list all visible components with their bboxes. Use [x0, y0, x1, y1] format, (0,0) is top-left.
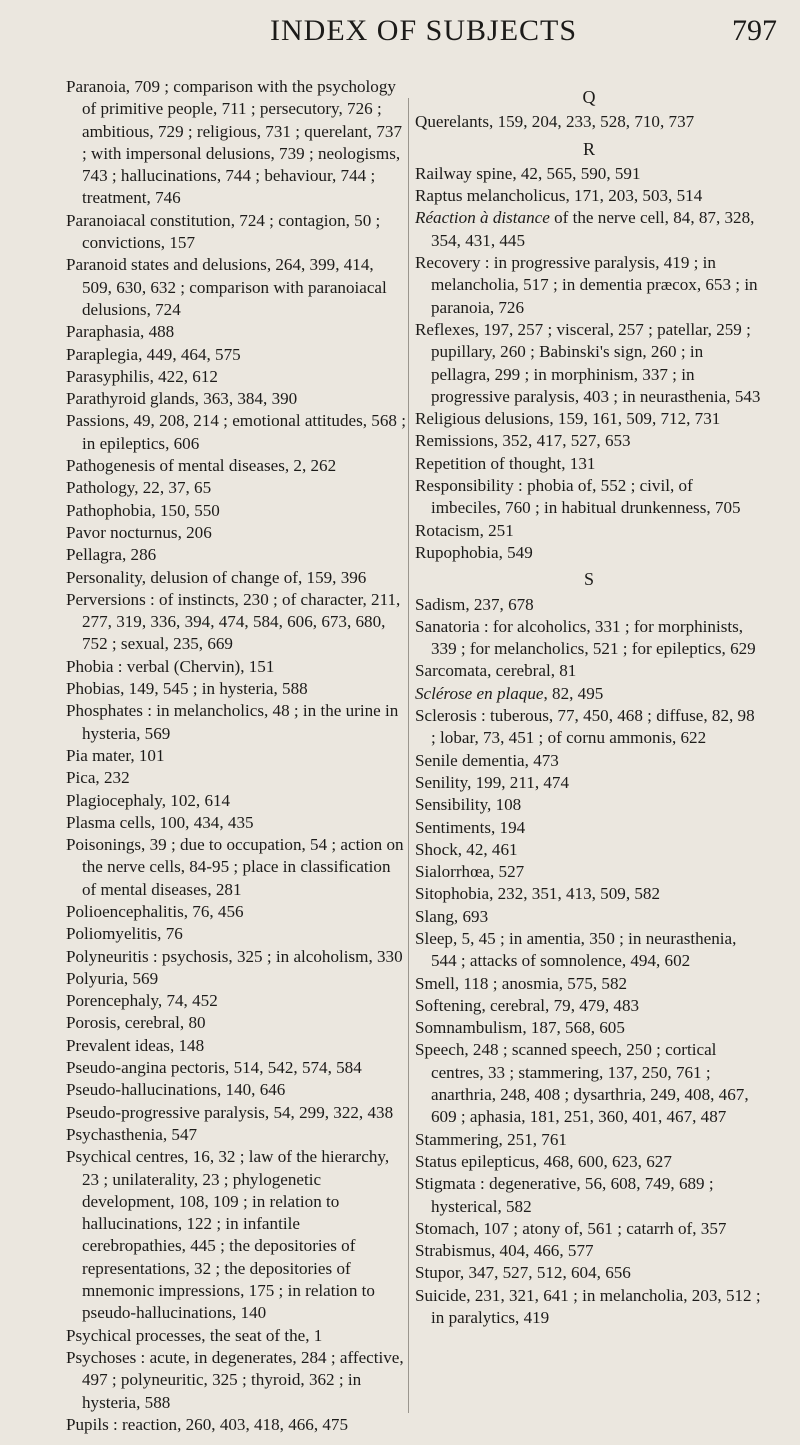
index-entry: Phosphates : in melancholics, 48 ; in the urine in hysteria, 569: [66, 701, 399, 743]
index-entry: Stammering, 251, 761: [415, 1129, 567, 1149]
index-entry: Reflexes, 197, 257 ; visceral, 257 ; patellar, 259 ; pupillary, 260 ; Babinski's sign, 260 ; in pellagra, 299 ; in morphinism, 337 ; in progressive paralysis, 403 ; in neurasthenia, 543: [415, 319, 761, 406]
index-entry: Poisonings, 39 ; due to occupation, 54 ; action on the nerve cells, 84-95 ; place in classification of mental diseases, 281: [66, 835, 404, 899]
index-entry: Pathology, 22, 37, 65: [66, 478, 212, 498]
index-entry: Stomach, 107 ; atony of, 561 ; catarrh of, 357: [415, 1218, 727, 1238]
index-entry: Slang, 693: [415, 906, 489, 926]
section-letter: Q: [582, 87, 596, 107]
index-entry: Responsibility : phobia of, 552 ; civil, of imbeciles, 760 ; in habitual drunkenness, 705: [415, 476, 741, 518]
index-entry: Phobias, 149, 545 ; in hysteria, 588: [66, 679, 308, 699]
index-entry: Sitophobia, 232, 351, 413, 509, 582: [415, 884, 661, 904]
page-header: [0, 14, 800, 58]
index-entry: Pavor nocturnus, 206: [66, 522, 212, 542]
section-letter: R: [582, 138, 595, 159]
index-entry: Pica, 232: [66, 768, 130, 788]
index-entry: Suicide, 231, 321, 641 ; in melancholia, 203, 512 ; in paralytics, 419: [415, 1285, 761, 1328]
index-entry: Remissions, 352, 417, 527, 653: [415, 431, 631, 451]
index-entry: Rotacism, 251: [415, 520, 514, 540]
index-entry: Psychical processes, the seat of the, 1: [66, 1325, 323, 1345]
index-entry: Stupor, 347, 527, 512, 604, 656: [415, 1263, 631, 1283]
index-entry: Pathophobia, 150, 550: [66, 500, 220, 520]
index-entry: Paranoid states and delusions, 264, 399, 414, 509, 630, 632 ; comparison with paranoiacal delusions, 724: [66, 255, 387, 319]
index-entry: Speech, 248 ; scanned speech, 250 ; cortical centres, 33 ; stammering, 137, 250, 761 ; anarthria, 248, 408 ; dysarthria, 249, 408, 467, 609 ; aphasia, 181, 251, 360, 401, 467, 487: [415, 1040, 749, 1127]
index-entry: Phobia : verbal (Chervin), 151: [66, 656, 275, 676]
index-entry: Pseudo-hallucinations, 140, 646: [66, 1080, 286, 1100]
page-number: 797: [732, 14, 777, 47]
index-entry: Pia mater, 101: [66, 745, 165, 765]
index-entry: Senility, 199, 211, 474: [415, 772, 570, 792]
index-entry: Paraplegia, 449, 464, 575: [66, 344, 241, 364]
index-entry: Sclérose en plaque, 82, 495: [415, 683, 604, 703]
index-entry: Raptus melancholicus, 171, 203, 503, 514: [415, 186, 703, 206]
index-entry: Pseudo-progressive paralysis, 54, 299, 322, 438: [66, 1102, 394, 1122]
index-entry: Sarcomata, cerebral, 81: [415, 661, 577, 681]
index-column-left: [66, 76, 406, 1436]
index-entry: Psychical centres, 16, 32 ; law of the hierarchy, 23 ; unilaterality, 23 ; phylogenetic development, 108, 109 ; in relation to hallucinations, 122 ; in infantile cerebropathies, 445 ; the depositories of representations, 32 ; the depositories of mnemonic impressions, 175 ; in relation to pseudo-hallucinations, 140: [66, 1147, 390, 1323]
index-entry: Religious delusions, 159, 161, 509, 712, 731: [415, 409, 721, 429]
index-entry: Passions, 49, 208, 214 ; emotional attitudes, 568 ; in epileptics, 606: [66, 411, 406, 453]
index-entry: Stigmata : degenerative, 56, 608, 749, 689 ; hysterical, 582: [415, 1174, 714, 1216]
index-entry: Sleep, 5, 45 ; in amentia, 350 ; in neurasthenia, 544 ; attacks of somnolence, 494, 602: [415, 928, 737, 971]
index-entry: Porosis, cerebral, 80: [66, 1013, 206, 1033]
index-entry: Repetition of thought, 131: [415, 453, 596, 473]
index-entry: Softening, cerebral, 79, 479, 483: [415, 995, 640, 1015]
column-divider: [408, 98, 409, 1413]
index-entry: Railway spine, 42, 565, 590, 591: [415, 163, 641, 183]
index-entry: Status epilepticus, 468, 600, 623, 627: [415, 1151, 672, 1171]
index-entry: Pathogenesis of mental diseases, 2, 262: [66, 456, 337, 476]
index-entry: Polyuria, 569: [66, 968, 159, 988]
index-entry: Personality, delusion of change of, 159, 396: [66, 567, 367, 587]
index-entry: Sanatoria : for alcoholics, 331 ; for morphinists, 339 ; for melancholics, 521 ; for epileptics, 629: [415, 616, 756, 659]
index-entry: Smell, 118 ; anosmia, 575, 582: [415, 973, 628, 993]
running-title: INDEX OF SUBJECTS: [270, 14, 578, 47]
index-entry: Prevalent ideas, 148: [66, 1035, 205, 1055]
index-entry: Polioencephalitis, 76, 456: [66, 901, 244, 921]
index-entry: Perversions : of instincts, 230 ; of character, 211, 277, 319, 336, 394, 474, 584, 606, 673, 680, 752 ; sexual, 235, 669: [66, 589, 401, 654]
index-entry: Porencephaly, 74, 452: [66, 991, 218, 1011]
index-entry: Sensibility, 108: [415, 795, 522, 815]
index-entry: Polyneuritis : psychosis, 325 ; in alcoholism, 330: [66, 946, 403, 966]
index-entry: Somnambulism, 187, 568, 605: [415, 1018, 625, 1038]
index-entry: Psychoses : acute, in degenerates, 284 ; affective, 497 ; polyneuritic, 325 ; thyroid, 362 ; in hysteria, 588: [66, 1347, 404, 1412]
index-entry: Shock, 42, 461: [415, 839, 518, 859]
index-entry: Sclerosis : tuberous, 77, 450, 468 ; diffuse, 82, 98 ; lobar, 73, 451 ; of cornu ammonis, 622: [415, 706, 755, 748]
index-entry: Plasma cells, 100, 434, 435: [66, 812, 254, 832]
section-letter: S: [583, 569, 594, 590]
index-entry: Strabismus, 404, 466, 577: [415, 1241, 594, 1261]
index-entry: Réaction à distance of the nerve cell, 84, 87, 328, 354, 431, 445: [415, 208, 755, 250]
index-entry: Pupils : reaction, 260, 403, 418, 466, 475: [66, 1414, 349, 1434]
index-entry: Sadism, 237, 678: [415, 594, 534, 614]
index-entry: Pseudo-angina pectoris, 514, 542, 574, 584: [66, 1058, 362, 1078]
index-entry: Sentiments, 194: [415, 817, 526, 837]
index-entry: Sialorrhœa, 527: [415, 862, 525, 882]
index-entry: Paranoia, 709 ; comparison with the psychology of primitive people, 711 ; persecutory, 726 ; ambitious, 729 ; religious, 731 ; querelant, 737 ; with impersonal delusions, 739 ; neologisms, 743 ; hallucinations, 744 ; behaviour, 744 ; treatment, 746: [66, 77, 402, 208]
index-entry: Querelants, 159, 204, 233, 528, 710, 737: [415, 112, 695, 132]
index-entry: Poliomyelitis, 76: [66, 924, 183, 944]
index-entry: Paraphasia, 488: [66, 322, 175, 342]
index-entry: Pellagra, 286: [66, 545, 157, 565]
index-entry: Psychasthenia, 547: [66, 1124, 198, 1144]
index-entry: Paranoiacal constitution, 724 ; contagion, 50 ; convictions, 157: [66, 210, 381, 253]
index-entry: Rupophobia, 549: [415, 542, 533, 562]
index-entry: Plagiocephaly, 102, 614: [66, 790, 231, 810]
index-entry: Senile dementia, 473: [415, 750, 559, 770]
index-entry: Recovery : in progressive paralysis, 419 ; in melancholia, 517 ; in dementia præcox, 653 ; in paranoia, 726: [415, 253, 758, 317]
index-entry: Parathyroid glands, 363, 384, 390: [66, 389, 298, 409]
index-entry: Parasyphilis, 422, 612: [66, 366, 218, 386]
index-column-right: [415, 86, 763, 1329]
